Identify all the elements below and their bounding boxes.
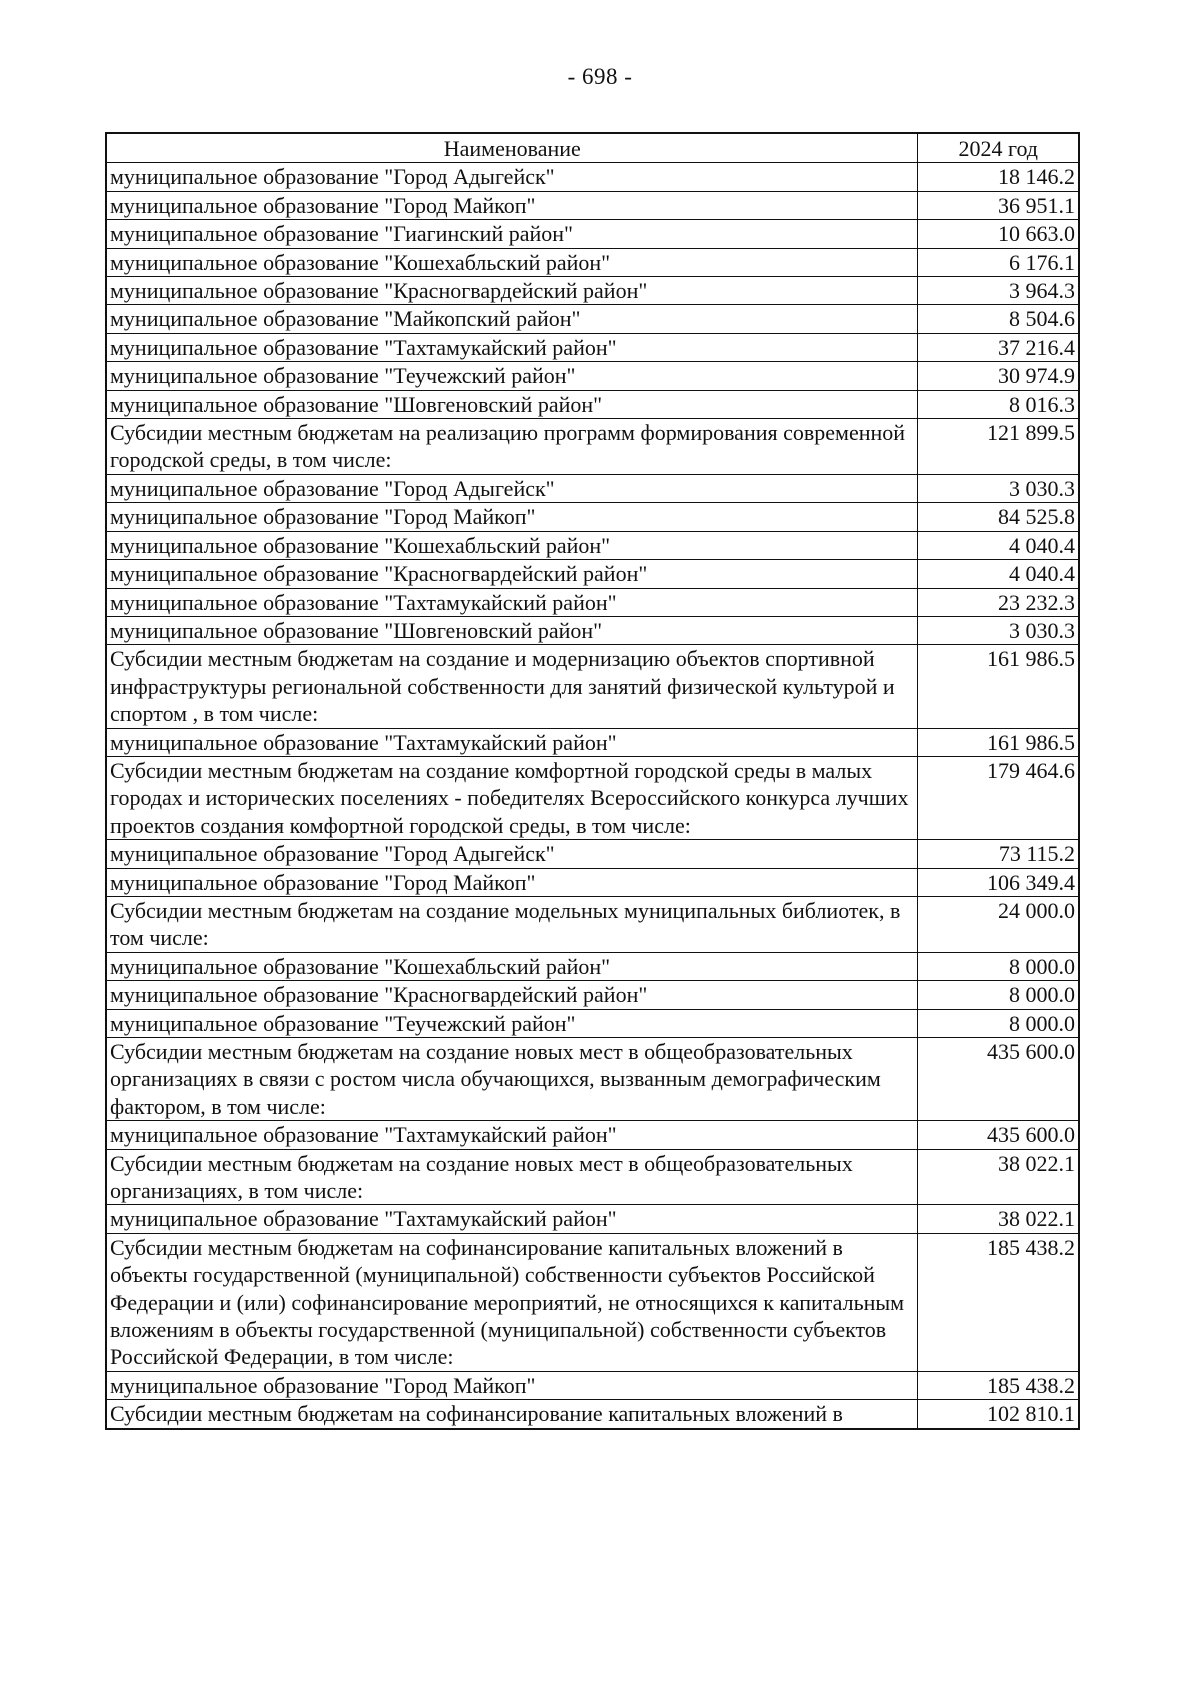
row-value-cell: 435 600.0 xyxy=(917,1121,1079,1149)
table-row xyxy=(106,840,1079,868)
table-row xyxy=(106,1149,1079,1205)
row-value-cell: 102 810.1 xyxy=(917,1400,1079,1429)
row-value-cell: 36 951.1 xyxy=(917,191,1079,219)
table-row xyxy=(106,305,1079,333)
row-name-cell: муниципальное образование "Кошехабльский район" xyxy=(106,248,917,276)
table-row xyxy=(106,896,1079,952)
row-value-cell: 106 349.4 xyxy=(917,868,1079,896)
row-name-cell: муниципальное образование "Красногвардейский район" xyxy=(106,560,917,588)
table-row xyxy=(106,645,1079,728)
row-value-cell: 10 663.0 xyxy=(917,220,1079,248)
table-row xyxy=(106,1121,1079,1149)
row-value-cell: 3 030.3 xyxy=(917,474,1079,502)
table-row xyxy=(106,560,1079,588)
row-name-cell: муниципальное образование "Тахтамукайский район" xyxy=(106,1205,917,1233)
row-name-cell: муниципальное образование "Тахтамукайский район" xyxy=(106,728,917,756)
table-row xyxy=(106,419,1079,475)
row-name-cell: муниципальное образование "Город Майкоп" xyxy=(106,1371,917,1399)
row-value-cell: 24 000.0 xyxy=(917,896,1079,952)
row-name-cell: Субсидии местным бюджетам на софинансирование капитальных вложений в xyxy=(106,1400,917,1429)
row-value-cell: 435 600.0 xyxy=(917,1038,1079,1121)
budget-table xyxy=(105,132,1080,1430)
table-row xyxy=(106,191,1079,219)
page-number: - 698 - xyxy=(567,64,633,89)
row-name-cell: муниципальное образование "Красногвардейский район" xyxy=(106,277,917,305)
row-name-cell: муниципальное образование "Город Адыгейск" xyxy=(106,163,917,191)
table-row xyxy=(106,248,1079,276)
row-value-cell: 38 022.1 xyxy=(917,1149,1079,1205)
row-name-cell: муниципальное образование "Город Майкоп" xyxy=(106,868,917,896)
row-value-cell: 161 986.5 xyxy=(917,728,1079,756)
row-name-cell: Субсидии местным бюджетам на создание и модернизацию объектов спортивной инфраструктуры региональной собственности для занятий физической культурой и спортом , в том числе: xyxy=(106,645,917,728)
table-row xyxy=(106,1233,1079,1371)
column-header-year: 2024 год xyxy=(917,133,1079,163)
row-value-cell: 4 040.4 xyxy=(917,531,1079,559)
table-row xyxy=(106,868,1079,896)
row-name-cell: муниципальное образование "Гиагинский район" xyxy=(106,220,917,248)
row-name-cell: Субсидии местным бюджетам на создание новых мест в общеобразовательных организациях в связи с ростом числа обучающихся, вызванным демографическим фактором, в том числе: xyxy=(106,1038,917,1121)
row-value-cell: 161 986.5 xyxy=(917,645,1079,728)
column-header-name: Наименование xyxy=(106,133,917,163)
row-name-cell: Субсидии местным бюджетам на софинансирование капитальных вложений в объекты государственной (муниципальной) собственности субъектов Российской Федерации и (или) софинансирование мероприятий, не относящихся к капитальным вложениям в объекты государственной (муниципальной) собственности субъектов Российской Федерации, в том числе: xyxy=(106,1233,917,1371)
table-row xyxy=(106,616,1079,644)
table-row xyxy=(106,981,1079,1009)
row-name-cell: муниципальное образование "Кошехабльский район" xyxy=(106,531,917,559)
row-value-cell: 185 438.2 xyxy=(917,1233,1079,1371)
table-row xyxy=(106,1205,1079,1233)
row-name-cell: Субсидии местным бюджетам на создание новых мест в общеобразовательных организациях, в том числе: xyxy=(106,1149,917,1205)
row-value-cell: 30 974.9 xyxy=(917,362,1079,390)
table-row xyxy=(106,220,1079,248)
row-value-cell: 84 525.8 xyxy=(917,503,1079,531)
row-name-cell: муниципальное образование "Теучежский район" xyxy=(106,1009,917,1037)
table-header-row xyxy=(106,133,1079,163)
row-name-cell: Субсидии местным бюджетам на реализацию программ формирования современной городской среды, в том числе: xyxy=(106,419,917,475)
table-row xyxy=(106,588,1079,616)
row-value-cell: 37 216.4 xyxy=(917,333,1079,361)
table-body xyxy=(106,163,1079,1429)
row-value-cell: 8 000.0 xyxy=(917,1009,1079,1037)
budget-table-container xyxy=(105,132,1078,1430)
table-row xyxy=(106,503,1079,531)
row-value-cell: 6 176.1 xyxy=(917,248,1079,276)
row-value-cell: 8 000.0 xyxy=(917,952,1079,980)
table-row xyxy=(106,756,1079,839)
row-value-cell: 3 964.3 xyxy=(917,277,1079,305)
table-row xyxy=(106,163,1079,191)
row-name-cell: Субсидии местным бюджетам на создание модельных муниципальных библиотек, в том числе: xyxy=(106,896,917,952)
table-row xyxy=(106,277,1079,305)
row-name-cell: муниципальное образование "Шовгеновский район" xyxy=(106,390,917,418)
row-value-cell: 8 016.3 xyxy=(917,390,1079,418)
row-value-cell: 121 899.5 xyxy=(917,419,1079,475)
row-name-cell: муниципальное образование "Майкопский район" xyxy=(106,305,917,333)
row-value-cell: 18 146.2 xyxy=(917,163,1079,191)
row-value-cell: 8 504.6 xyxy=(917,305,1079,333)
row-value-cell: 4 040.4 xyxy=(917,560,1079,588)
row-name-cell: Субсидии местным бюджетам на создание комфортной городской среды в малых городах и исторических поселениях - победителях Всероссийского конкурса лучших проектов создания комфортной городской среды, в том числе: xyxy=(106,756,917,839)
table-row xyxy=(106,1371,1079,1399)
row-value-cell: 179 464.6 xyxy=(917,756,1079,839)
row-name-cell: муниципальное образование "Шовгеновский район" xyxy=(106,616,917,644)
table-row xyxy=(106,952,1079,980)
row-name-cell: муниципальное образование "Город Адыгейск" xyxy=(106,840,917,868)
row-name-cell: муниципальное образование "Красногвардейский район" xyxy=(106,981,917,1009)
row-name-cell: муниципальное образование "Кошехабльский район" xyxy=(106,952,917,980)
table-row xyxy=(106,474,1079,502)
table-row xyxy=(106,333,1079,361)
row-value-cell: 73 115.2 xyxy=(917,840,1079,868)
table-row xyxy=(106,1400,1079,1429)
row-name-cell: муниципальное образование "Город Адыгейск" xyxy=(106,474,917,502)
row-value-cell: 38 022.1 xyxy=(917,1205,1079,1233)
row-name-cell: муниципальное образование "Теучежский район" xyxy=(106,362,917,390)
row-name-cell: муниципальное образование "Тахтамукайский район" xyxy=(106,588,917,616)
row-name-cell: муниципальное образование "Город Майкоп" xyxy=(106,503,917,531)
table-row xyxy=(106,531,1079,559)
row-name-cell: муниципальное образование "Тахтамукайский район" xyxy=(106,1121,917,1149)
row-name-cell: муниципальное образование "Город Майкоп" xyxy=(106,191,917,219)
table-row xyxy=(106,1038,1079,1121)
table-row xyxy=(106,728,1079,756)
row-name-cell: муниципальное образование "Тахтамукайский район" xyxy=(106,333,917,361)
row-value-cell: 23 232.3 xyxy=(917,588,1079,616)
row-value-cell: 3 030.3 xyxy=(917,616,1079,644)
row-value-cell: 8 000.0 xyxy=(917,981,1079,1009)
table-row xyxy=(106,362,1079,390)
table-row xyxy=(106,1009,1079,1037)
row-value-cell: 185 438.2 xyxy=(917,1371,1079,1399)
table-row xyxy=(106,390,1079,418)
